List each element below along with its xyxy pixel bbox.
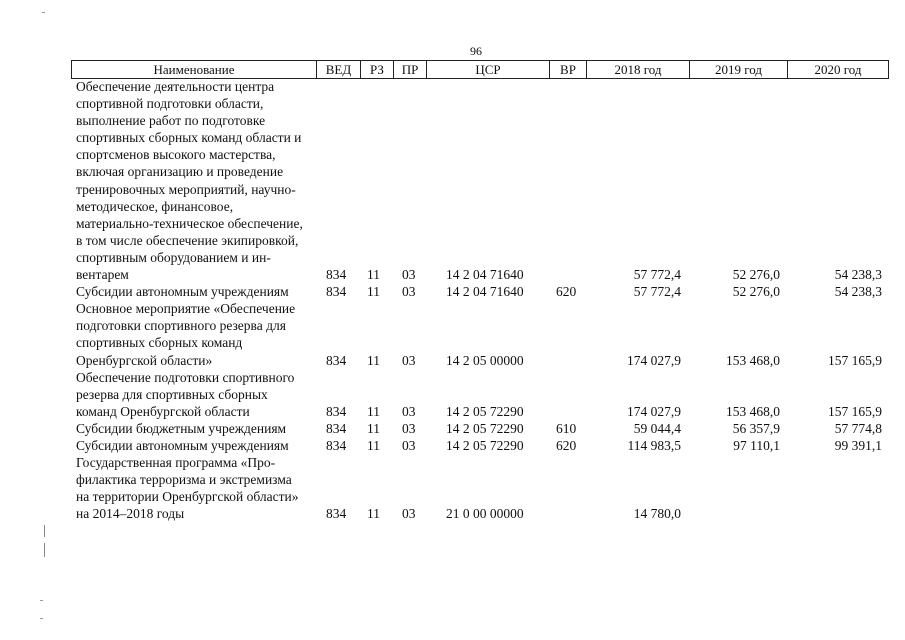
row-name: Государственная программа «Профилактика терроризма и экстремизма на территории Оренбургской области» на 2014–2018 годы	[76, 455, 299, 522]
row-pr: 03	[402, 267, 416, 283]
table-row	[0, 437, 905, 454]
row-2018: 114 983,5	[627, 437, 681, 453]
row-2020: 54 238,3	[834, 267, 882, 283]
row-pr: 03	[402, 403, 416, 419]
row-ved: 834	[326, 267, 347, 283]
row-2019: 97 110,1	[733, 437, 780, 453]
row-pr: 03	[402, 420, 416, 436]
header-csr: ЦСР	[426, 61, 549, 78]
table-body	[0, 78, 905, 522]
table-header	[71, 60, 889, 79]
row-pr: 03	[402, 352, 416, 368]
row-ved: 834	[326, 506, 347, 522]
row-2018: 174 027,9	[627, 352, 681, 368]
row-vr: 610	[556, 420, 577, 436]
row-2018: 14 780,0	[633, 506, 681, 522]
row-rz: 11	[367, 403, 380, 419]
table-row	[0, 78, 905, 283]
row-2019: 52 276,0	[732, 284, 780, 300]
scan-mark	[44, 525, 45, 537]
row-name: Обеспечение деятельности центра спортивной подготовки области, выполнение работ по подготовке спортивных сборных команд области и спортсменов высокого мастерства, включая организацию и проведение тренировочных мероприятий, научно-методическое, финансовое, материально-техническое обеспечение, в том числе обеспечение экипировкой, спортивным оборудованием и инвентарем	[76, 79, 303, 283]
row-vr: 620	[556, 437, 577, 453]
row-2019: 52 276,0	[732, 267, 780, 283]
row-ved: 834	[326, 352, 347, 368]
row-name: Основное мероприятие «Обеспечение подготовки спортивного резерва для спортивных сборных команд Оренбургской области»	[76, 301, 296, 368]
row-csr: 14 2 04 71640	[446, 267, 524, 283]
row-name: Субсидии автономным учреждениям	[76, 284, 289, 300]
row-rz: 11	[367, 437, 380, 453]
header-2019: 2019 год	[689, 61, 787, 78]
row-csr: 14 2 05 72290	[446, 437, 524, 453]
row-name: Субсидии бюджетным учреждениям	[76, 420, 287, 436]
row-csr: 14 2 04 71640	[446, 284, 524, 300]
scan-mark	[44, 543, 45, 557]
row-2019: 153 468,0	[726, 352, 780, 368]
row-2018: 57 772,4	[633, 267, 681, 283]
scan-mark	[40, 618, 43, 619]
table-row	[0, 420, 905, 437]
scan-mark	[40, 600, 43, 601]
row-rz: 11	[367, 506, 380, 522]
row-pr: 03	[402, 506, 416, 522]
row-rz: 11	[367, 420, 380, 436]
header-vr: ВР	[549, 61, 586, 78]
row-2018: 174 027,9	[627, 403, 681, 419]
header-name: Наименование	[71, 61, 316, 78]
row-csr: 21 0 00 00000	[446, 506, 524, 522]
table-row	[0, 283, 905, 300]
row-2020: 57 774,8	[834, 420, 882, 436]
table-row	[0, 300, 905, 368]
header-2018: 2018 год	[586, 61, 689, 78]
row-name: Обеспечение подготовки спортивного резерва для спортивных сборных команд Оренбургской области	[76, 369, 295, 419]
row-ved: 834	[326, 437, 347, 453]
page-number: 96	[470, 44, 482, 58]
row-name: Субсидии автономным учреждениям	[76, 437, 289, 453]
table-row	[0, 454, 905, 522]
header-rz: РЗ	[360, 61, 393, 78]
scan-mark	[42, 12, 45, 13]
row-2020: 157 165,9	[828, 403, 882, 419]
row-rz: 11	[367, 284, 380, 300]
row-2018: 59 044,4	[633, 420, 681, 436]
row-ved: 834	[326, 284, 347, 300]
row-2020: 157 165,9	[828, 352, 882, 368]
row-2020: 99 391,1	[834, 437, 882, 453]
header-2020: 2020 год	[787, 61, 889, 78]
row-pr: 03	[402, 284, 416, 300]
row-2019: 153 468,0	[726, 403, 780, 419]
row-rz: 11	[367, 267, 380, 283]
row-ved: 834	[326, 403, 347, 419]
row-csr: 14 2 05 72290	[446, 420, 524, 436]
row-csr: 14 2 05 72290	[446, 403, 524, 419]
row-rz: 11	[367, 352, 380, 368]
row-2018: 57 772,4	[633, 284, 681, 300]
table-row	[0, 369, 905, 420]
row-pr: 03	[402, 437, 416, 453]
row-vr: 620	[556, 284, 577, 300]
row-2020: 54 238,3	[834, 284, 882, 300]
header-ved: ВЕД	[316, 61, 360, 78]
row-csr: 14 2 05 00000	[446, 352, 524, 368]
row-2019: 56 357,9	[732, 420, 780, 436]
row-ved: 834	[326, 420, 347, 436]
header-pr: ПР	[393, 61, 426, 78]
